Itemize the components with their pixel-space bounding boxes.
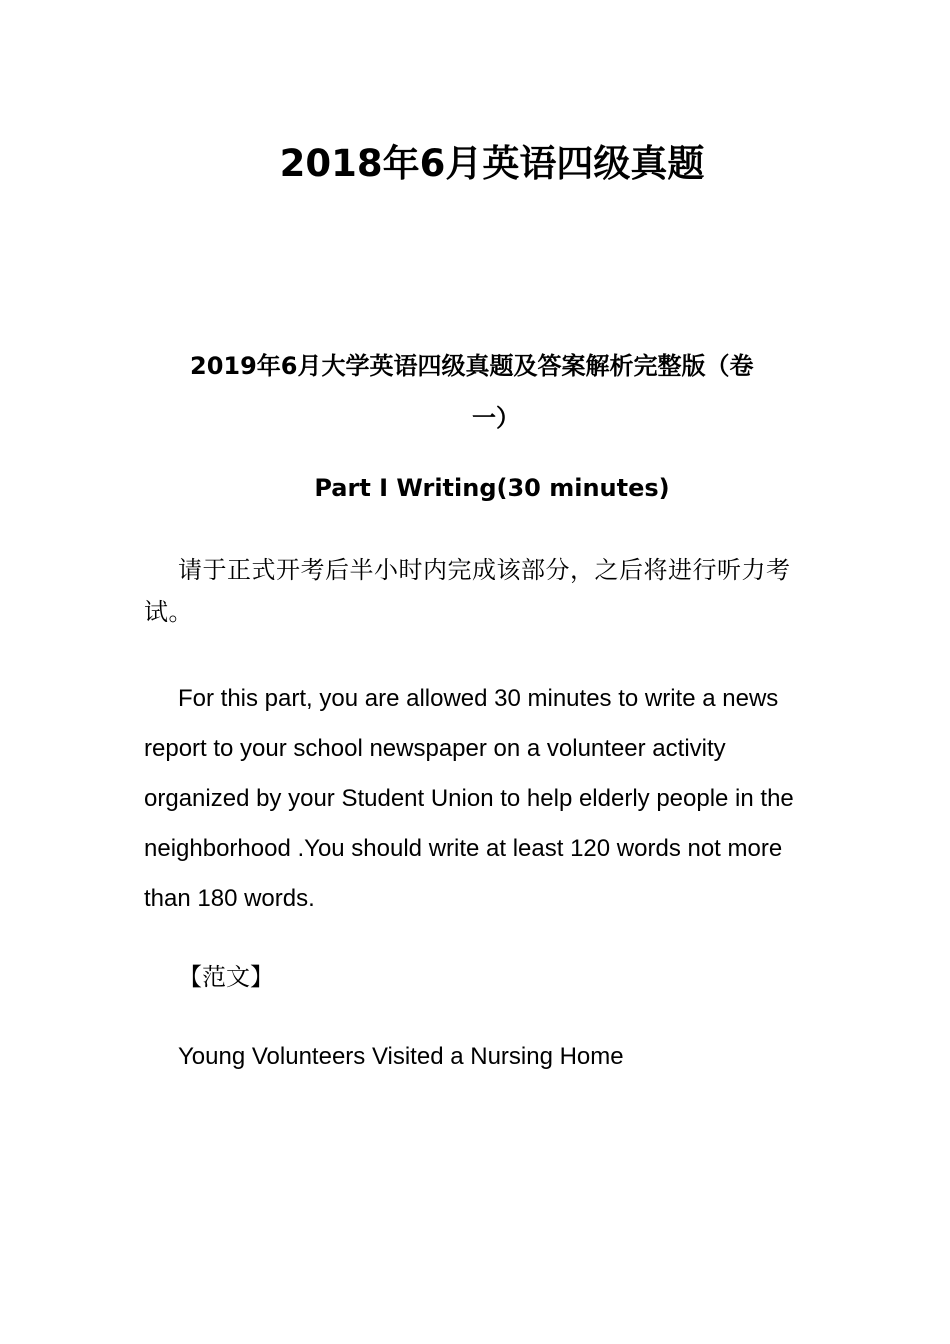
instruction-english-paragraph [144, 674, 806, 924]
exam-heading-line-2: 一） [472, 404, 520, 432]
document-title: 2018年6月英语四级真题 [279, 142, 705, 185]
essay-title: Young Volunteers Visited a Nursing Home [178, 1043, 624, 1070]
sample-essay-label: 【范文】 [178, 963, 274, 991]
exam-heading-line-1: 2019年6月大学英语四级真题及答案解析完整版（卷 [190, 352, 754, 380]
instruction-chinese-text: 请于正式开考后半小时内完成该部分，之后将进行听力考试。 [144, 556, 791, 626]
instruction-chinese-paragraph [144, 549, 806, 633]
exam-heading [190, 340, 802, 444]
part-heading: Part I Writing(30 minutes) [314, 474, 670, 502]
instruction-english-text: For this part, you are allowed 30 minutes to write a news report to your school newspaper on a volunteer activity organized by your Student Union to help elderly people in the neighborhood .You should write at least 120 words not more than 180 words. [144, 685, 794, 912]
